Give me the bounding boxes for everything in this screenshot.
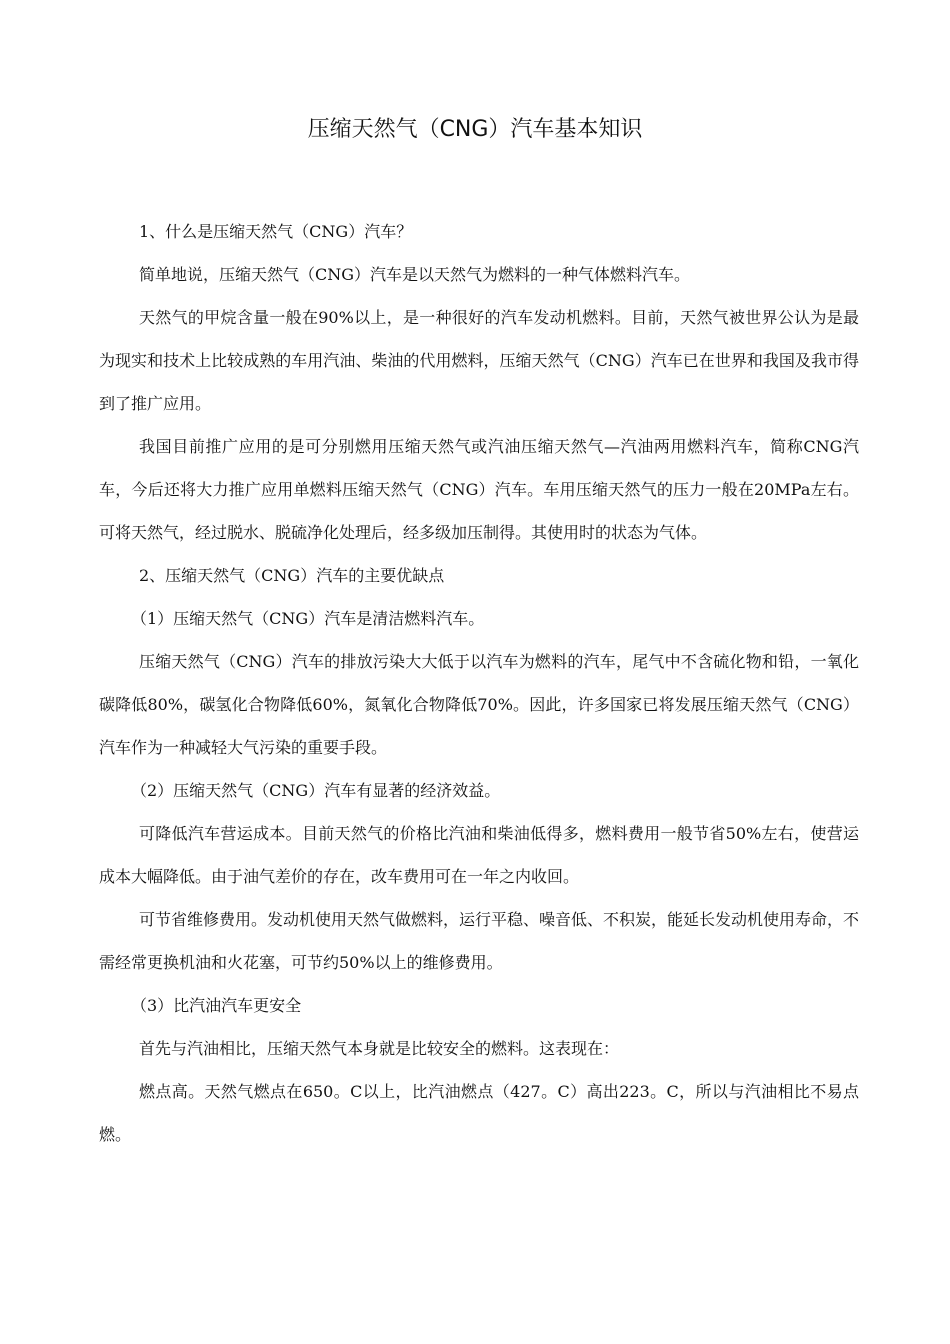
subsection-heading-2: （2）压缩天然气（CNG）汽车有显著的经济效益。 bbox=[131, 781, 501, 800]
paragraph: 压缩天然气（CNG）汽车的排放污染大大低于以汽车为燃料的汽车，尾气中不含硫化物和铅，一氧化碳降低80%，碳氢化合物降低60%，氮氧化合物降低70%。因此，许多国家已将发展压缩天然气（CNG）汽车作为一种减轻大气污染的重要手段。 bbox=[99, 652, 859, 757]
paragraph: 燃点高。天然气燃点在650。C以上，比汽油燃点（427。C）高出223。C，所以与汽油相比不易点燃。 bbox=[99, 1082, 859, 1144]
paragraph: 简单地说，压缩天然气（CNG）汽车是以天然气为燃料的一种气体燃料汽车。 bbox=[139, 265, 691, 284]
section-heading-1: 1、什么是压缩天然气（CNG）汽车？ bbox=[139, 222, 413, 241]
paragraph: 我国目前推广应用的是可分别燃用压缩天然气或汽油压缩天然气—汽油两用燃料汽车，简称CNG汽车，今后还将大力推广应用单燃料压缩天然气（CNG）汽车。车用压缩天然气的压力一般在20MPa左右。可将天然气，经过脱水、脱硫净化处理后，经多级加压制得。其使用时的状态为气体。 bbox=[99, 437, 859, 542]
subsection-heading-1: （1）压缩天然气（CNG）汽车是清洁燃料汽车。 bbox=[131, 609, 485, 628]
section-heading-2: 2、压缩天然气（CNG）汽车的主要优缺点 bbox=[139, 566, 445, 585]
paragraph: 首先与汽油相比，压缩天然气本身就是比较安全的燃料。这表现在： bbox=[139, 1039, 620, 1058]
document-title: 压缩天然气（CNG）汽车基本知识 bbox=[307, 117, 643, 142]
document-body bbox=[99, 210, 859, 1156]
paragraph: 可节省维修费用。发动机使用天然气做燃料，运行平稳、噪音低、不积炭，能延长发动机使用寿命，不需经常更换机油和火花塞，可节约50%以上的维修费用。 bbox=[99, 910, 860, 972]
subsection-heading-3: （3）比汽油汽车更安全 bbox=[131, 996, 302, 1015]
paragraph: 可降低汽车营运成本。目前天然气的价格比汽油和柴油低得多，燃料费用一般节省50%左右，使营运成本大幅降低。由于油气差价的存在，改车费用可在一年之内收回。 bbox=[99, 824, 859, 886]
paragraph: 天然气的甲烷含量一般在90%以上，是一种很好的汽车发动机燃料。目前，天然气被世界公认为是最为现实和技术上比较成熟的车用汽油、柴油的代用燃料，压缩天然气（CNG）汽车已在世界和我国及我市得到了推广应用。 bbox=[99, 308, 859, 413]
